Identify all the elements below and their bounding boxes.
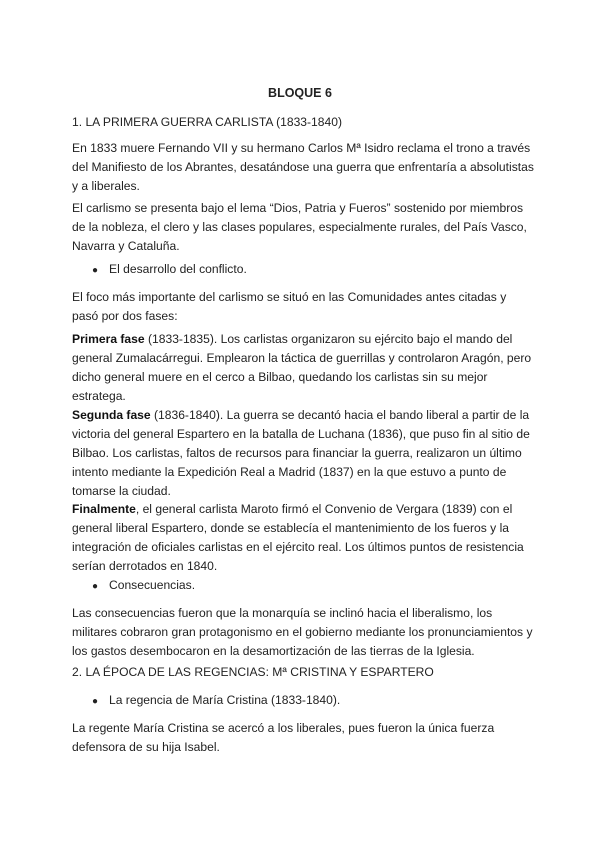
bullet-dot-icon: ● [92, 265, 99, 276]
paragraph-finalmente [72, 500, 534, 576]
bullet-desarrollo [92, 260, 532, 280]
finalmente-text: , el general carlista Maroto firmó el Convenio de Vergara (1839) con el general liberal Espartero, donde se establecía el mantenimiento de los fueros y la integración de oficiales carlistas en el ejército real. Los últimos puntos de resistencia serían derrotados en 1840. [72, 502, 524, 573]
paragraph-segunda-fase [72, 406, 534, 501]
paragraph-consecuencias: Las consecuencias fueron que la monarquía se inclinó hacia el liberalismo, los militares cobraron gran protagonismo en el gobierno mediante los pronunciamientos y los gastos desembocaron en la desamortización de las tierras de la Iglesia. [72, 606, 533, 658]
paragraph-intro: En 1833 muere Fernando VII y su hermano Carlos Mª Isidro reclama el trono a través del Manifiesto de los Abrantes, desatándose una guerra que enfrentaría a absolutistas y a liberales. [72, 141, 534, 193]
bullet-consecuencias [92, 576, 532, 596]
bullet-dot-icon: ● [92, 581, 99, 592]
bullet-regencia [92, 691, 532, 711]
section-1-heading: 1. LA PRIMERA GUERRA CARLISTA (1833-1840) [72, 115, 342, 129]
paragraph-foco: El foco más importante del carlismo se situó en las Comunidades antes citadas y pasó por dos fases: [72, 290, 507, 323]
bullet-desarrollo-label: El desarrollo del conflicto. [109, 262, 247, 276]
paragraph-regente: La regente María Cristina se acercó a los liberales, pues fueron la única fuerza defensora de su hija Isabel. [72, 721, 495, 754]
bullet-regencia-label: La regencia de María Cristina (1833-1840). [109, 693, 341, 707]
primera-fase-label: Primera fase [72, 332, 145, 346]
bullet-dot-icon: ● [92, 696, 99, 707]
primera-fase-text: (1833-1835). Los carlistas organizaron su ejército bajo el mando del general Zumalacárregui. Emplearon la táctica de guerrillas y controlaron Aragón, pero dicho general muere en el cerco a Bilbao, quedando los carlistas sin su mejor estratega. [72, 332, 532, 403]
section-2-heading: 2. LA ÉPOCA DE LAS REGENCIAS: Mª CRISTINA Y ESPARTERO [72, 665, 434, 679]
paragraph-primera-fase [72, 330, 534, 406]
segunda-fase-label: Segunda fase [72, 408, 151, 422]
page-title: BLOQUE 6 [268, 86, 332, 100]
paragraph-carlismo-lema: El carlismo se presenta bajo el lema “Dios, Patria y Fueros” sostenido por miembros de la nobleza, el clero y las clases populares, especialmente rurales, del País Vasco, Navarra y Cataluña. [72, 201, 527, 253]
segunda-fase-text: (1836-1840). La guerra se decantó hacia el bando liberal a partir de la victoria del general Espartero en la batalla de Luchana (1836), que puso fin al sitio de Bilbao. Los carlistas, faltos de recursos para financiar la guerra, realizaron un último intento mediante la Expedición Real a Madrid (1837) en la que estuvo a punto de tomarse la ciudad. [72, 408, 530, 498]
bullet-consecuencias-label: Consecuencias. [109, 578, 196, 592]
finalmente-label: Finalmente [72, 502, 136, 516]
